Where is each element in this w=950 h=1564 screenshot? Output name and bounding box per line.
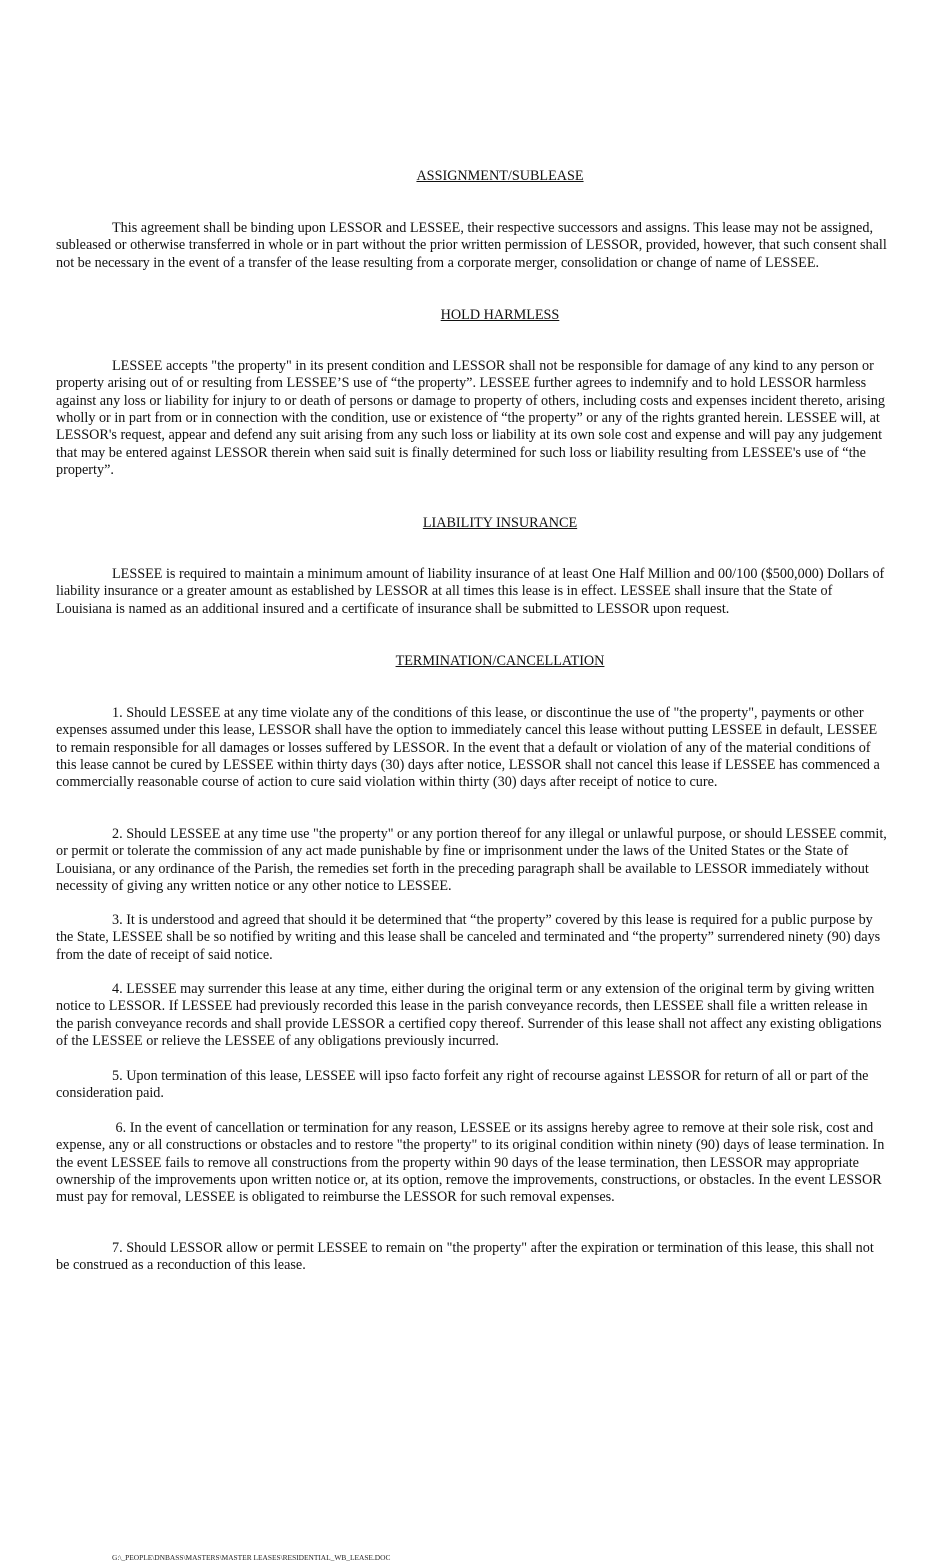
paragraph-liability-insurance-text: LESSEE is required to maintain a minimum amount of liability insurance of at least One Half Million and 00/100 ($500,000) Dollars of liability insurance or a greater amount as established by LESSOR at all times this lease is in effect. LESSEE shall insure that the State of Louisiana is named as an additional insured and a certificate of insurance shall be submitted to LESSOR upon request. — [56, 566, 885, 617]
termination-item-6 — [56, 1120, 888, 1207]
termination-item-text: 1. Should LESSEE at any time violate any of the conditions of this lease, or discontinue the use of "the property", payments or other expenses assumed under this lease, LESSOR shall have the option to immediately cancel this lease without putting LESSEE in default, LESSEE to remain responsible for all damages or losses suffered by LESSOR. In the event that a default or violation of any of the material conditions of this lease cannot be cured by LESSEE within thirty days (30) days after notice, LESSOR shall not cancel this lease if LESSEE has commenced a commercially reasonable course of action to cure said violation within thirty (30) days after receipt of notice to cure. — [56, 705, 880, 791]
termination-item-3 — [56, 912, 888, 964]
termination-item-4 — [56, 981, 888, 1050]
heading-termination-cancellation: TERMINATION/CANCELLATION — [395, 653, 605, 669]
termination-item-7 — [56, 1240, 888, 1275]
termination-item-text: 6. In the event of cancellation or termination for any reason, LESSEE or its assigns hereby agree to remove at their sole risk, cost and expense, any or all constructions or obstacles and to restore "the property" to its original condition within ninety (90) days of lease termination. In the event LESSEE fails to remove all constructions from the property within 90 days of the lease termination, then LESSOR may appropriate ownership of the improvements upon written notice or, at its option, remove the improvements, constructions, or obstacles. In the event LESSOR must pay for removal, LESSEE is obligated to reimburse the LESSOR for such removal expenses. — [56, 1120, 885, 1206]
paragraph-assignment-text: This agreement shall be binding upon LESSOR and LESSEE, their respective successors and assigns. This lease may not be assigned, subleased or otherwise transferred in whole or in part without the prior written permission of LESSOR, provided, however, that such consent shall not be necessary in the event of a transfer of the lease resulting from a corporate merger, consolidation or change of name of LESSEE. — [56, 220, 887, 271]
footer-file-path: G:\_PEOPLE\DNBASS\MASTERS\MASTER LEASES\RESIDENTIAL_WB_LEASE.DOC — [112, 1553, 391, 1562]
termination-item-2 — [56, 826, 888, 895]
paragraph-hold-harmless — [56, 358, 888, 479]
termination-item-text: 5. Upon termination of this lease, LESSEE will ipso facto forfeit any right of recourse against LESSOR for return of all or part of the consideration paid. — [56, 1068, 869, 1102]
paragraph-assignment — [56, 220, 888, 272]
termination-item-text: 4. LESSEE may surrender this lease at any time, either during the original term or any extension of the original term by giving written notice to LESSOR. If LESSEE had previously recorded this lease in the parish conveyance records, then LESSEE shall file a written release in the parish conveyance records and shall provide LESSOR a certified copy thereof. Surrender of this lease shall not affect any existing obligations of the LESSEE or relieve the LESSEE of any obligations previously incurred. — [56, 981, 882, 1050]
paragraph-hold-harmless-text: LESSEE accepts "the property" in its present condition and LESSOR shall not be responsible for damage of any kind to any person or property arising out of or resulting from LESSEE’S use of “the property”. LESSEE further agrees to indemnify and to hold LESSOR harmless against any loss or liability for injury to or death of persons or damage to property of others, including costs and expenses incident thereto, arising wholly or in part from or in connection with the condition, use or existence of “the property” or any of the rights granted herein. LESSEE will, at LESSOR's request, appear and defend any suit arising from any such loss or liability at its own sole cost and expense and will pay any judgement that may be entered against LESSOR therein when said suit is finally determined for such loss or liability resulting from LESSEE's use of “the property”. — [56, 358, 885, 479]
heading-hold-harmless: HOLD HARMLESS — [440, 307, 560, 323]
heading-liability-insurance: LIABILITY INSURANCE — [422, 515, 578, 531]
paragraph-liability-insurance — [56, 566, 888, 618]
termination-item-text: 3. It is understood and agreed that should it be determined that “the property” covered by this lease is required for a public purpose by the State, LESSEE shall be so notified by writing and this lease shall be canceled and terminated and “the property” surrendered ninety (90) days from the date of receipt of said notice. — [56, 912, 881, 963]
termination-item-text: 7. Should LESSOR allow or permit LESSEE to remain on "the property" after the expiration or termination of this lease, this shall not be construed as a reconduction of this lease. — [56, 1240, 874, 1274]
termination-item-5 — [56, 1068, 888, 1103]
heading-assignment-sublease: ASSIGNMENT/SUBLEASE — [416, 168, 584, 184]
termination-item-text: 2. Should LESSEE at any time use "the property" or any portion thereof for any illegal or unlawful purpose, or should LESSEE commit, or permit or tolerate the commission of any act made punishable by fine or imprisonment under the laws of the United States or the State of Louisiana, or any ordinance of the Parish, the remedies set forth in the preceding paragraph shall be available to LESSOR immediately without necessity of giving any written notice or any other notice to LESSEE. — [56, 826, 887, 895]
termination-item-1 — [56, 705, 888, 792]
